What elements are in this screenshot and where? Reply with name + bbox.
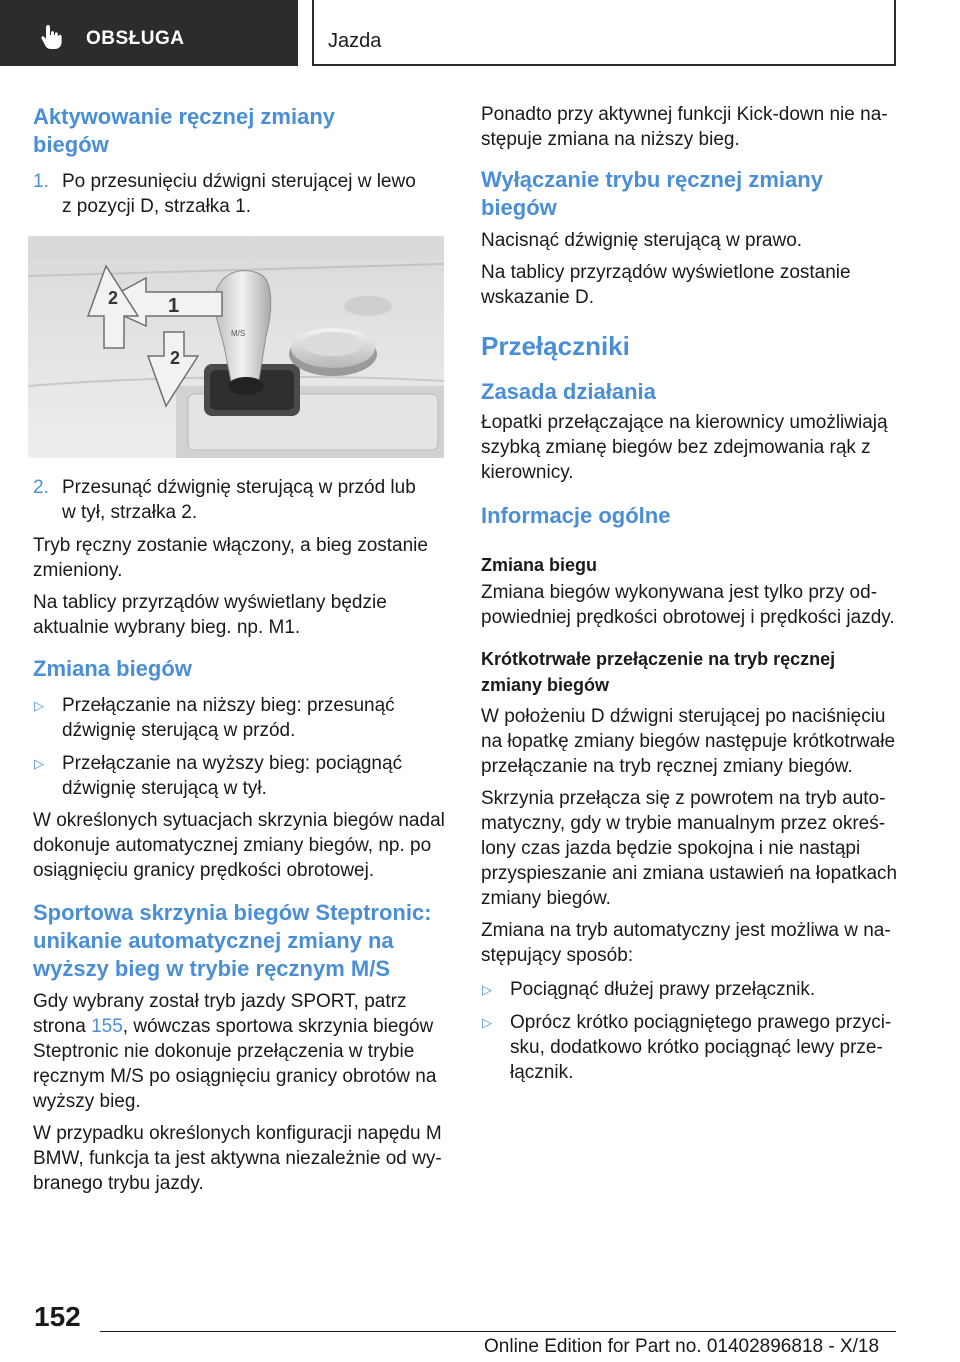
paragraph-kickdown: Ponadto przy aktywnej funkcji Kick-down nie następuje zmiana na niższy bieg. <box>481 104 888 150</box>
step-1-number: 1. <box>33 171 49 192</box>
section-tab[interactable] <box>0 0 298 66</box>
paragraph-press-right: Nacisnąć dźwignię sterującą w prawo. <box>481 230 803 251</box>
step-2-number: 2. <box>33 477 49 498</box>
bullet-triangle-icon: ▷ <box>482 1015 492 1030</box>
paragraph-return-auto: Skrzynia przełącza się z powrotem na tryb automatyczny, gdy w trybie manualnym przez określony czas jazda będzie spokojna i nie nastąpi przyspieszanie ani zmiana ustawień na łopatkach zmiany biegów. <box>481 788 898 909</box>
footer-edition: Online Edition for Part no. 01402896818 - X/18 <box>484 1336 880 1357</box>
paragraph-switch-auto: Zmiana na tryb automatyczny jest możliwa w następujący sposób: <box>481 920 891 966</box>
heading-gear-change: Zmiana biegów <box>33 656 192 681</box>
step-2-text: Przesunąć dźwignię sterującą w przód lub w tył, strzałka 2. <box>62 477 416 523</box>
bullet-upshift-text: Przełączanie na wyższy bieg: pociągnąć dźwignię sterującą w tył. <box>62 753 403 799</box>
heading-sport-steptronic: Sportowa skrzynia biegów Steptronic: unikanie automatycznej zmiany na wyższy bieg w trybie ręcznym M/S <box>33 900 432 981</box>
bullet-downshift-text: Przełączanie na niższy bieg: przesunąć dźwignię sterującą w przód. <box>62 695 395 741</box>
paragraph-sport-text-b: , wówczas sportowa skrzynia biegów Steptronic nie dokonuje przełączenia w trybie ręcznym M/S po osiągnięciu granicy obrotów na wyższy bieg. <box>33 1016 437 1112</box>
paragraph-principle: Łopatki przełączające na kierownicy umożliwiają szybką zmianę biegów bez zdejmowania rąk z kierownicy. <box>481 412 888 483</box>
heading-principle: Zasada działania <box>481 379 656 404</box>
bullet-triangle-icon: ▷ <box>34 698 44 713</box>
paragraph-display-d: Na tablicy przyrządów wyświetlone zostanie wskazanie D. <box>481 262 851 308</box>
paragraph-display: Na tablicy przyrządów wyświetlany będzie aktualnie wybrany bieg. np. M1. <box>33 592 387 638</box>
left-column <box>33 100 445 1196</box>
heading-switches: Przełączniki <box>481 331 630 361</box>
gear-selector-illustration <box>28 236 444 458</box>
heading-disable-manual: Wyłączanie trybu ręcznej zmiany biegów <box>481 167 823 220</box>
paragraph-m-config: W przypadku określonych konfiguracji napędu M BMW, funkcja ta jest aktywna niezależnie od wybranego trybu jazdy. <box>33 1123 442 1194</box>
right-column <box>481 100 901 1085</box>
bullet-pull-right <box>481 977 901 1002</box>
section-tab-label: OBSŁUGA <box>86 28 185 49</box>
page-number: 152 <box>34 1301 81 1332</box>
heading-gear-shift: Zmiana biegu <box>481 555 598 575</box>
bullet-pull-both-text: Oprócz krótko pociągniętego prawego przycisku, dodatkowo krótko pociągnąć lewy przełącznik. <box>510 1012 892 1083</box>
step-1 <box>33 169 428 219</box>
bullet-upshift <box>33 751 445 801</box>
paragraph-mode-on: Tryb ręczny zostanie włączony, a bieg zostanie zmieniony. <box>33 535 428 581</box>
bullet-triangle-icon: ▷ <box>482 982 492 997</box>
paragraph-sport-text-a: Gdy wybrany został tryb jazdy SPORT, patrz strona <box>33 991 407 1037</box>
paragraph-gear-shift: Zmiana biegów wykonywana jest tylko przy odpowiedniej prędkości obrotowej i prędkości jazdy. <box>481 582 895 628</box>
chapter-tab[interactable] <box>312 0 896 66</box>
step-2 <box>33 475 428 525</box>
bullet-pull-right-text: Pociągnąć dłużej prawy przełącznik. <box>510 979 816 1000</box>
heading-activate-manual: Aktywowanie ręcznej zmiany biegów <box>33 104 335 157</box>
bullet-pull-both <box>481 1010 901 1085</box>
arrow-2-upper-label: 2 <box>108 288 119 308</box>
gear-selector-figure <box>28 236 444 458</box>
page-link-155[interactable]: 155 <box>91 1016 123 1037</box>
bullet-downshift <box>33 693 445 743</box>
paragraph-sport <box>33 989 445 1114</box>
footer-divider <box>100 1331 896 1332</box>
heading-temporary-manual: Krótkotrwałe przełączenie na tryb ręcznej zmiany biegów <box>481 649 836 695</box>
paragraph-temporary-manual: W położeniu D dźwigni sterującej po naciśnięciu na łopatkę zmiany biegów następuje krótkotrwałe przełączanie na tryb ręcznej zmiany biegów. <box>481 706 896 777</box>
hand-pointer-icon <box>40 24 64 50</box>
chapter-tab-label: Jazda <box>328 30 382 52</box>
arrow-2-lower-label: 2 <box>170 348 181 368</box>
svg-text:M/S: M/S <box>231 329 246 338</box>
step-1-text: Po przesunięciu dźwigni sterującej w lewo z pozycji D, strzałka 1. <box>62 171 416 217</box>
arrow-1-label: 1 <box>168 295 180 317</box>
heading-general-info: Informacje ogólne <box>481 503 671 528</box>
paragraph-auto-shift: W określonych sytuacjach skrzynia biegów nadal dokonuje automatycznej zmiany biegów, np. po osiągnięciu granicy prędkości obrotowej. <box>33 810 445 881</box>
bullet-triangle-icon: ▷ <box>34 756 44 771</box>
